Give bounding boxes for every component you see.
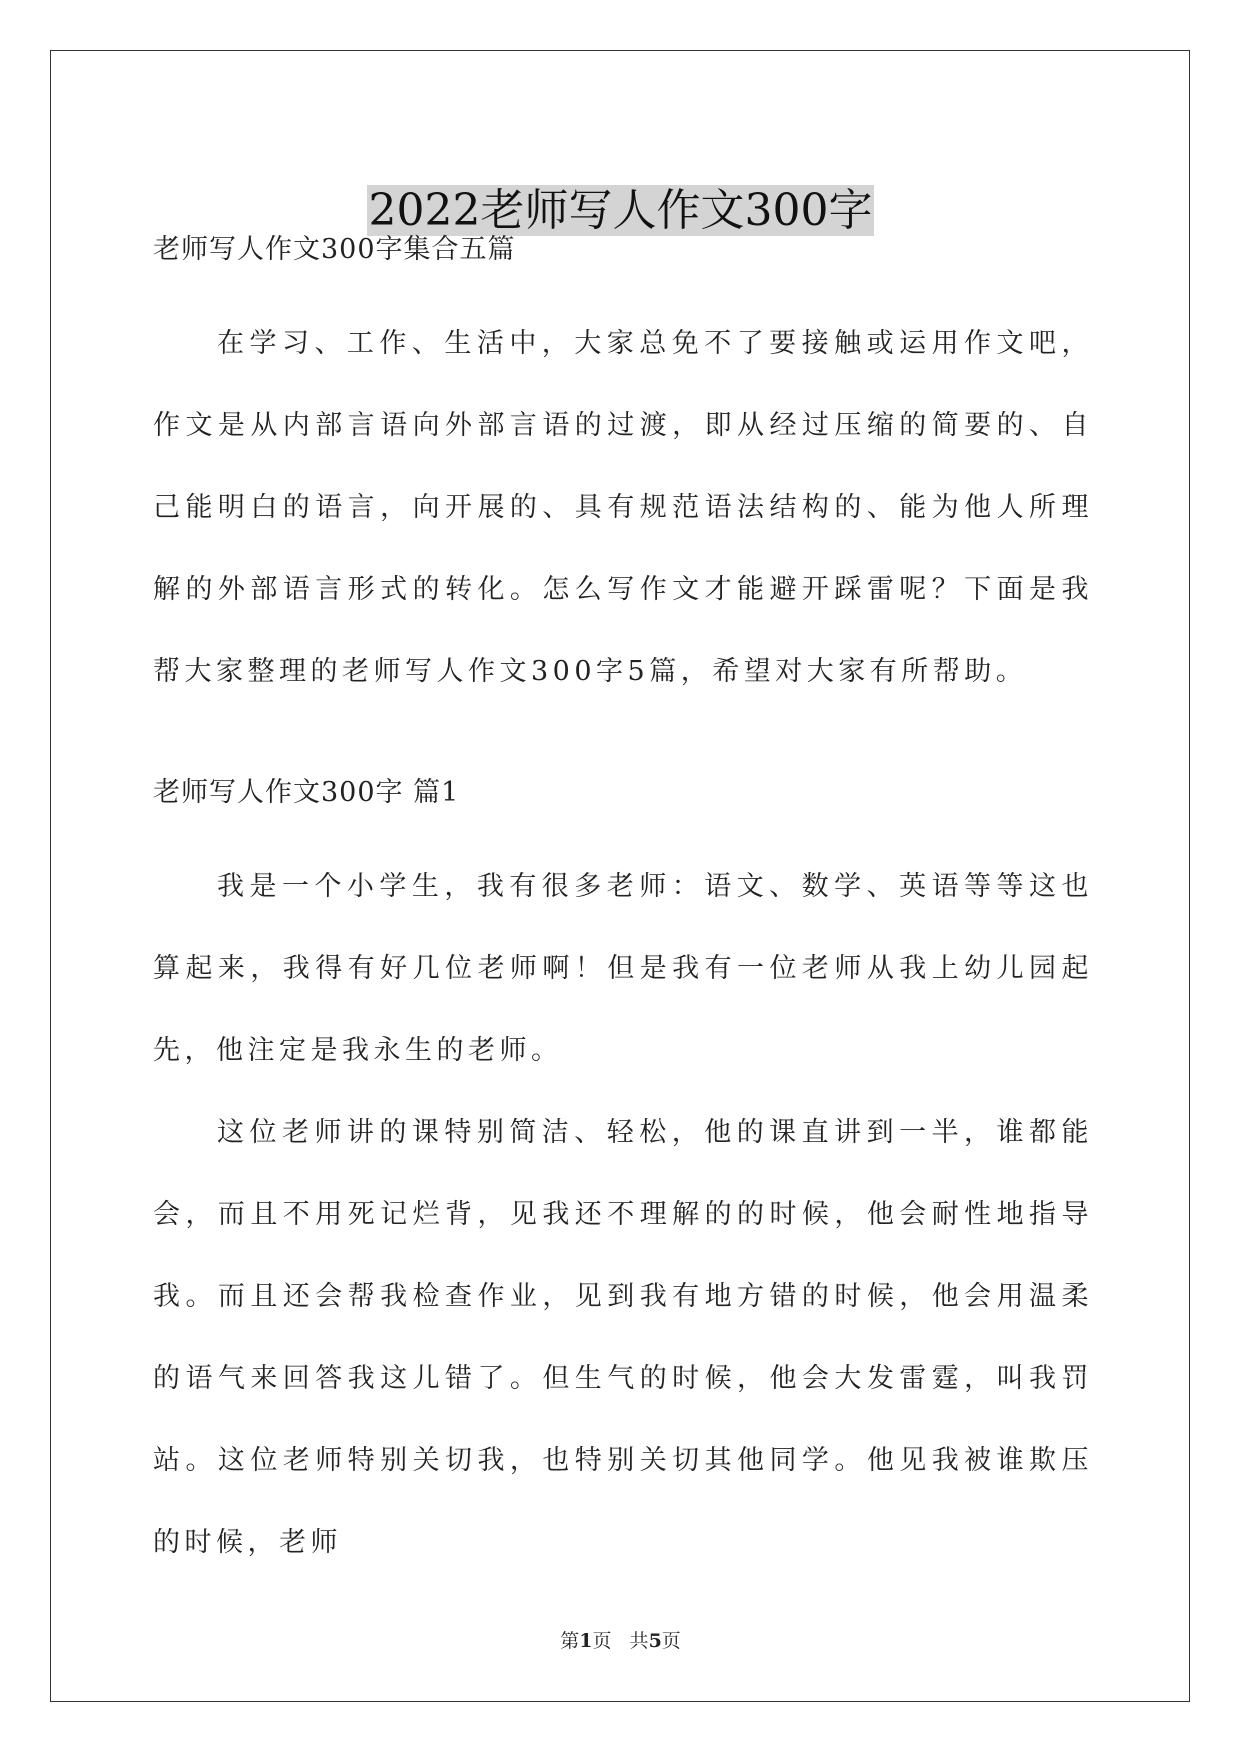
section-paragraph: 这位老师讲的课特别简洁、轻松，他的课直讲到一半，谁都能会，而且不用死记烂背，见我还不理解的的时候，他会耐性地指导我。而且还会帮我检查作业，见到我有地方错的时候，他会用温柔的语气来回答我这儿错了。但生气的时候，他会大发雷霆，叫我罚站。这位老师特别关切我，也特别关切其他同学。他见我被谁欺压的时候，老师 (153, 1117, 1093, 1558)
document-title-text: 2022老师写人作文300字 (368, 185, 873, 237)
current-page: 1 (579, 1630, 593, 1652)
document-body (153, 230, 1093, 1584)
section-paragraph: 我是一个小学生，我有很多老师：语文、数学、英语等等这也算起来，我得有好几位老师啊！但是我有一位老师从我上幼儿园起先，他注定是我永生的老师。 (153, 871, 1093, 1066)
page-number (0, 1629, 1241, 1653)
document-subtitle: 老师写人作文300字集合五篇 (153, 234, 516, 265)
page-prefix: 第 (560, 1630, 580, 1652)
total-pages: 5 (648, 1630, 662, 1652)
section-heading: 老师写人作文300字 篇1 (153, 777, 460, 808)
page-mid: 页 共 (592, 1630, 649, 1652)
page-suffix: 页 (661, 1630, 681, 1652)
intro-paragraph: 在学习、工作、生活中，大家总免不了要接触或运用作文吧，作文是从内部言语向外部言语的过渡，即从经过压缩的简要的、自己能明白的语言，向开展的、具有规范语法结构的、能为他人所理解的外部语言形式的转化。怎么写作文才能避开踩雷呢？下面是我帮大家整理的老师写人作文300字5篇，希望对大家有所帮助。 (153, 328, 1093, 687)
